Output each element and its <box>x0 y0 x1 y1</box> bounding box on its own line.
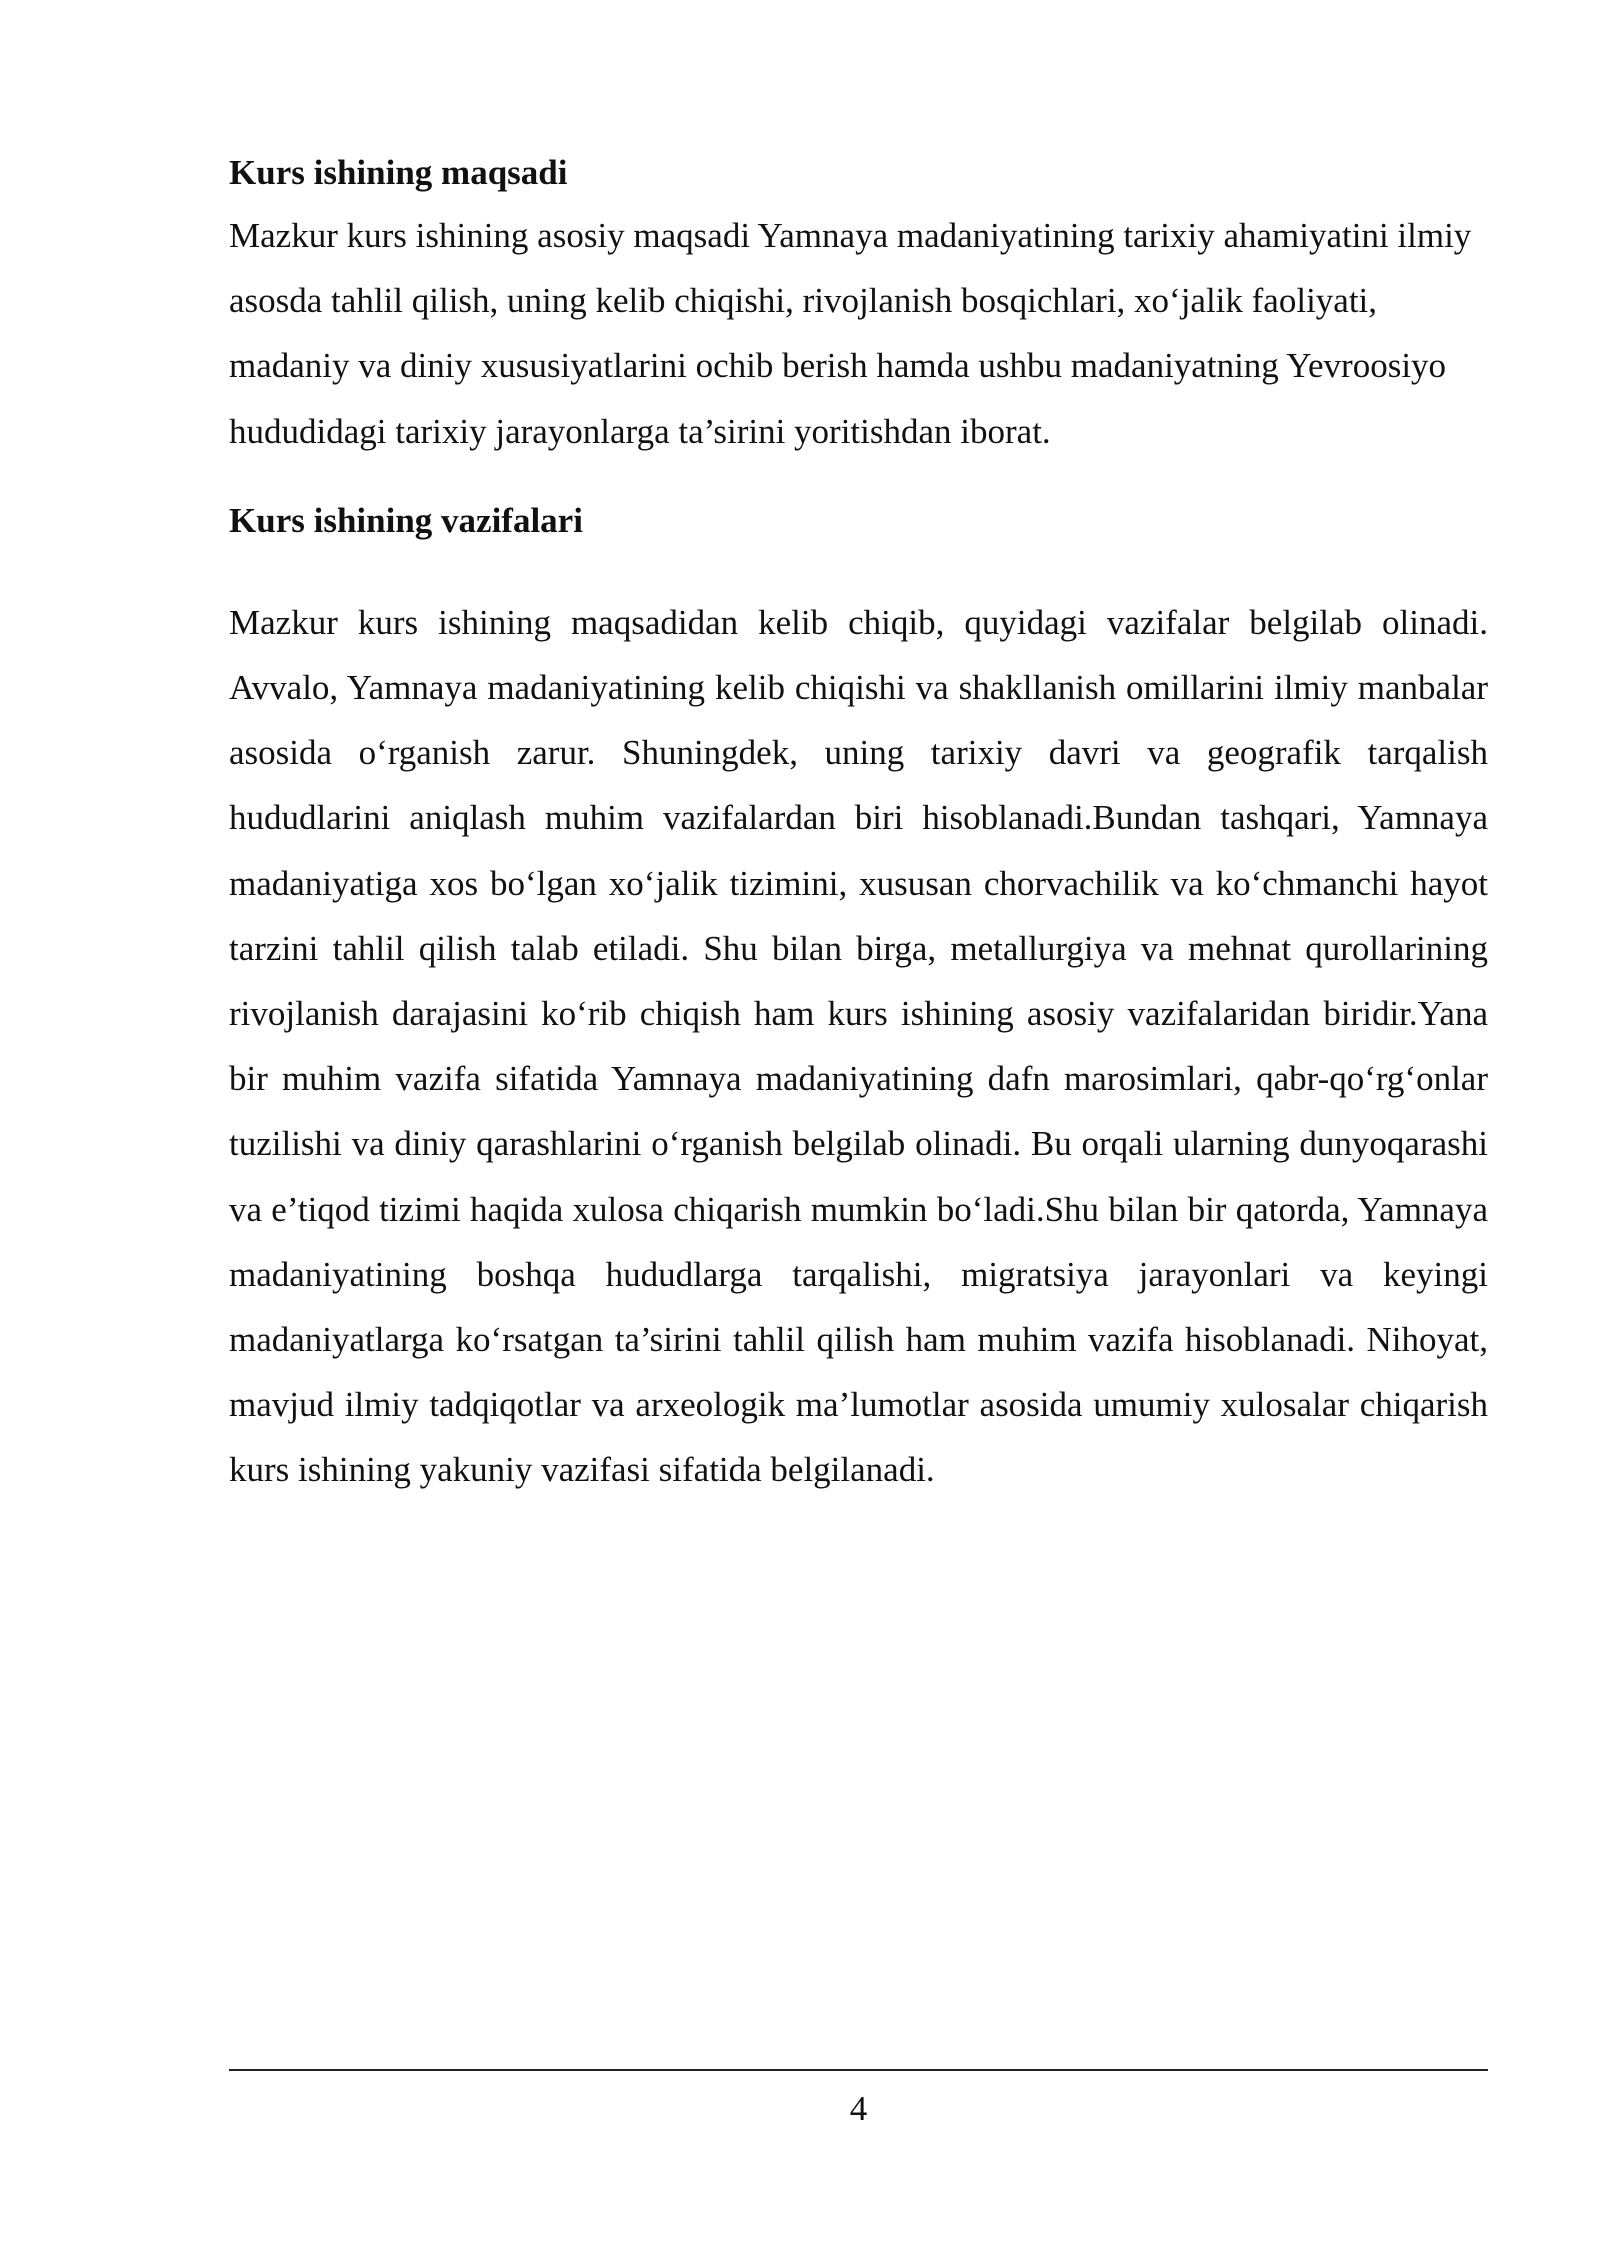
tasks-paragraph: Mazkur kurs ishining maqsadidan kelib chiqib, quyidagi vazifalar belgilab olinadi. Avvalo, Yamnaya madaniyatining kelib chiqishi va shakllanish omillarini ilmiy manbalar asosida o‘rganish zarur. Shuningdek, uning tarixiy davri va geografik tarqalish hududlarini aniqlash muhim vazifalardan biri hisoblanadi.Bundan tashqari, Yamnaya madaniyatiga xos bo‘lgan xo‘jalik tizimini, xususan chorvachilik va ko‘chmanchi hayot tarzini tahlil qilish talab etiladi. Shu bilan birga, metallurgiya va mehnat qurollarining rivojlanish darajasini ko‘rib chiqish ham kurs ishining asosiy vazifalaridan biridir.Yana bir muhim vazifa sifatida Yamnaya madaniyatining dafn marosimlari, qabr-qo‘rg‘onlar tuzilishi va diniy qarashlarini o‘rganish belgilab olinadi. Bu orqali ularning dunyoqarashi va e’tiqod tizimi haqida xulosa chiqarish mumkin bo‘ladi.Shu bilan bir qatorda, Yamnaya madaniyatining boshqa hududlarga tarqalishi, migratsiya jarayonlari va keyingi madaniyatlarga ko‘rsatgan ta’sirini tahlil qilish ham muhim vazifa hisoblanadi. Nihoyat, mavjud ilmiy tadqiqotlar va arxeologik ma’lumotlar asosida umumiy xulosalar chiqarish kurs ishining yakuniy vazifasi sifatida belgilanadi. <box>229 602 1488 1490</box>
footer-divider <box>229 2069 1488 2071</box>
section-heading-goal: Kurs ishining maqsadi <box>229 153 568 192</box>
page-number: 4 <box>849 2089 868 2128</box>
page-content <box>229 150 1488 1503</box>
goal-paragraph: Mazkur kurs ishining asosiy maqsadi Yamnaya madaniyatining tarixiy ahamiyatini ilmiy asosda tahlil qilish, uning kelib chiqishi, rivojlanish bosqichlari, xo‘jalik faoliyati, madaniy va diniy xususiyatlarini ochib berish hamda ushbu madaniyatning Yevroosiyo hududidagi tarixiy jarayonlarga ta’sirini yoritishdan iborat. <box>229 216 1472 451</box>
section-heading-tasks: Kurs ishining vazifalari <box>229 500 583 540</box>
